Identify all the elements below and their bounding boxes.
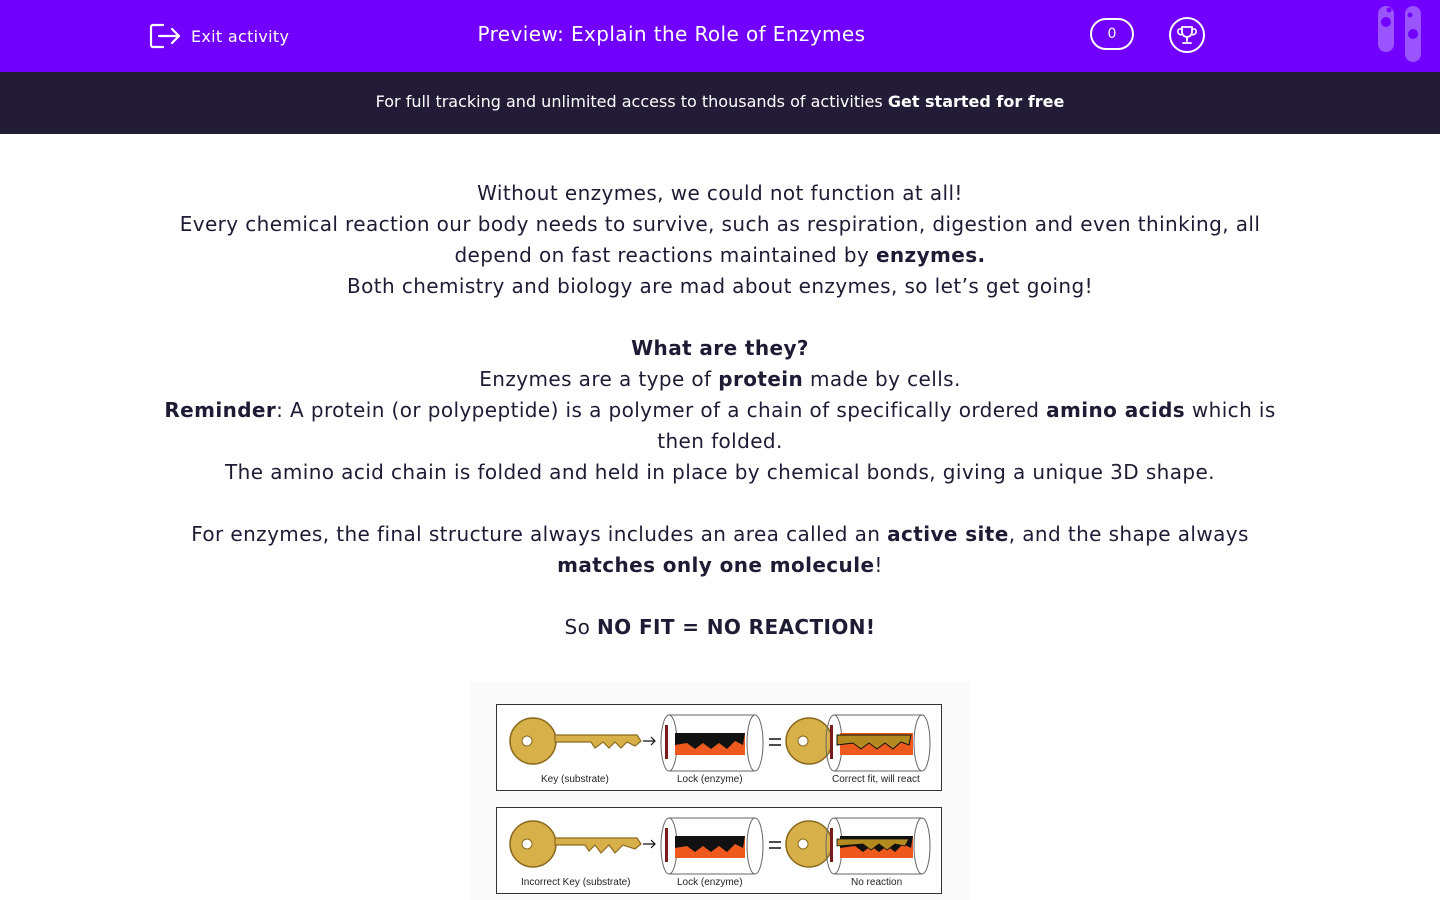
logo-tubes-icon (1376, 6, 1424, 64)
definition-line: Enzymes are a type of protein made by cells. (479, 367, 961, 391)
trophy-icon (1176, 24, 1198, 46)
score-badge: 0 (1090, 18, 1134, 50)
active-site-line: For enzymes, the final structure always includes an area called an active site, and the shape always matches only one molecule! (191, 522, 1249, 577)
caption-incorrect-key: Incorrect Key (substrate) (521, 877, 631, 888)
incorrect-key-icon (510, 821, 655, 867)
lock-icon (661, 715, 763, 771)
intro-line-1: Without enzymes, we could not function at all! (477, 181, 963, 205)
lock-and-key-diagram (470, 682, 970, 900)
section-heading: What are they? (631, 336, 809, 360)
intro-line-2: Every chemical reaction our body needs to survive, such as respiration, digestion and even thinking, all depend on fast reactions maintained by enzymes. (179, 212, 1261, 267)
top-bar (0, 0, 1440, 72)
key-icon (510, 718, 655, 764)
caption-lock: Lock (enzyme) (677, 877, 743, 888)
caption-key: Key (substrate) (541, 774, 609, 785)
correct-fit-panel (496, 704, 942, 791)
reminder-line: Reminder: A protein (or polypeptide) is a polymer of a chain of specifically ordered amino acids which is then folded. (164, 398, 1276, 453)
page-title: Preview: Explain the Role of Enzymes (477, 22, 866, 46)
intro-line-3: Both chemistry and biology are mad about enzymes, so let’s get going! (347, 274, 1093, 298)
get-started-link[interactable]: Get started for free (887, 92, 1065, 111)
fitted-key-lock-icon (786, 715, 930, 771)
fold-line: The amino acid chain is folded and held in place by chemical bonds, giving a unique 3D shape. (225, 460, 1215, 484)
upsell-banner (0, 72, 1440, 134)
caption-result: Correct fit, will react (832, 774, 920, 785)
caption-no-reaction: No reaction (851, 877, 903, 888)
no-reaction-panel (496, 807, 942, 894)
mismatched-key-lock-icon (786, 818, 930, 874)
banner-text: For full tracking and unlimited access to thousands of activities (375, 92, 888, 111)
lock-icon (661, 818, 763, 874)
exit-label: Exit activity (191, 26, 290, 46)
caption-lock: Lock (enzyme) (677, 774, 743, 785)
lesson-content (150, 178, 1290, 643)
no-fit-line: So NO FIT = NO REACTION! (564, 615, 876, 639)
trophy-button[interactable] (1169, 17, 1205, 53)
